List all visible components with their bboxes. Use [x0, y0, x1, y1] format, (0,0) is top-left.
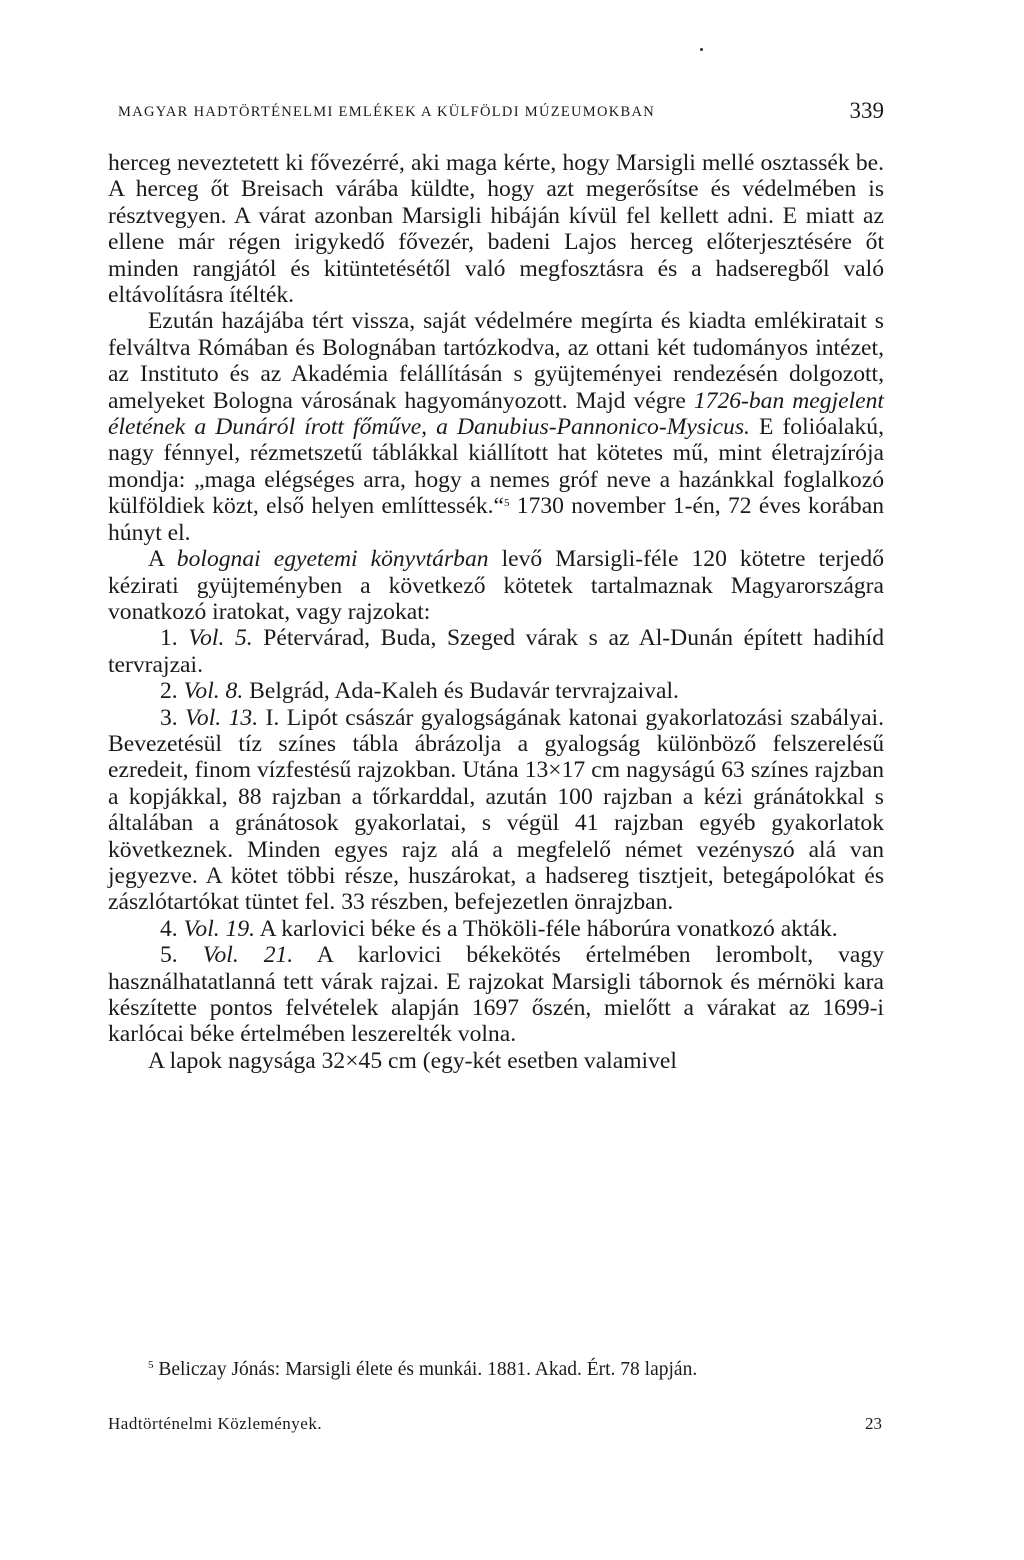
item-number: 2.	[160, 678, 178, 705]
list-item	[108, 705, 884, 916]
paragraph-2-part-c: 1730 november 1-én, 72 éves korában húnyt el.	[108, 493, 885, 546]
item-text: A karlovici békekötés értelmében lerombolt, vagy használhatatlanná tett várak rajzai. E rajzokat Marsigli tábornok és mérnöki kara készítette pontos felvételek alapján 1697 őszén, mielőtt a várakat az 1699-i karlócai béke értelmében leszerelték volna.	[108, 942, 884, 1048]
paragraph-1: herceg neveztetett ki fővezérré, aki maga kérte, hogy Marsigli mellé osztassék be. A herceg őt Breisach várába küldte, hogy azt megerősítse és védelmében is résztvegyen. A várat azonban Marsigli hibáján kívül fel kellett adni. E miatt az ellene már régen irigykedő fővezér, badeni Lajos herceg előterjesztésére őt minden rangjától és kitüntetésétől való megfosztásra és a hadseregből való eltávolításra ítélték.	[108, 150, 884, 309]
paragraph-2-part-b: E folióalakú, nagy fénnyel, rézmetszetű táblákkal kiállított hat kötetes mű, mint életrajzírója mondja: „maga elégséges arra, hogy a nemes gróf neve a hazánkkal foglalkozó külföldiek közt, első helyen említtessék.“	[108, 414, 884, 520]
signature-number: 23	[865, 1414, 882, 1433]
paragraph-3-italic: bolognai egyetemi könyvtárban	[176, 546, 489, 573]
paragraph-2-italic: 1726-ban megjelent életének a Dunáról írott főműve, a Danubius-Pannonico-Mysicus.	[108, 387, 884, 441]
item-text: Belgrád, Ada-Kaleh és Budavár tervrajzaival.	[243, 678, 679, 705]
page-footer	[108, 1414, 884, 1438]
footnote-marker: 5	[148, 1359, 154, 1371]
running-head: MAGYAR HADTÖRTÉNELMI EMLÉKEK A KÜLFÖLDI MÚZEUMOKBAN	[118, 104, 656, 120]
item-number: 1.	[160, 625, 178, 652]
item-text: A karlovici béke és a Thököli-féle háborúra vonatkozó akták.	[255, 915, 838, 942]
item-text: I. Lipót császár gyalogságának katonai gyakorlatozási szabályai. Bevezetésül tíz színes tábla ábrázolja a gyalogság különböző felszerelésű ezredeit, finom vízfestésű rajzokban. Utána 13×17 cm nagyságú 63 színes rajzban a kopjákkal, 88 rajzban a tőrkarddal, azután 100 rajzban a kézi gránátokkal s általában a gránátosok gyakorlatai, s végül 41 rajzban egyéb gyakorlatok következnek. Minden egyes rajz alá a megfelelő német vezényszó alá van jegyezve. A kötet többi része, huszárokat, a hadsereg tisztjeit, betegápolókat és zászlótartókat tüntet fel. 33 részben, befejezetlen önrajzban.	[108, 704, 884, 916]
footnote-text: Beliczay Jónás: Marsigli élete és munkái. 1881. Akad. Ért. 78 lapján.	[153, 1359, 698, 1380]
paragraph-3-part-a: A	[148, 546, 177, 573]
paragraph-4: A lapok nagysága 32×45 cm (egy-két esetben valamivel	[148, 1047, 677, 1074]
item-volume: Vol. 5.	[188, 625, 253, 652]
item-volume: Vol. 19.	[183, 915, 256, 942]
footnote-reference: 5	[504, 497, 510, 510]
item-number: 3.	[160, 704, 178, 731]
page-number: 339	[849, 98, 884, 123]
body-text	[108, 150, 884, 1074]
list-item	[108, 942, 884, 1048]
paragraph-2	[108, 308, 884, 546]
paragraph-3-part-b: levő Marsigli-féle 120 kötetre terjedő kézirati gyüjteményben a következő kötetek tartalmaznak Magyarországra vonatkozó iratokat, vagy rajzokat:	[108, 546, 884, 625]
journal-name: Hadtörténelmi Közlemények.	[108, 1414, 323, 1433]
print-speck	[700, 48, 703, 51]
paragraph-2-part-a: Ezután hazájába tért vissza, saját védelmére megírta és kiadta emlékiratait s felváltva Rómában és Bolognában tartózkodva, az ottani két tudományos intézet, az Instituto és az Akadémia felállításán s gyüjteményei rendezésén dolgozott, amelyeket Bologna városának hagyományozott. Majd végre	[108, 308, 884, 414]
footnote	[108, 1358, 884, 1382]
item-volume: Vol. 8.	[183, 678, 244, 705]
list-item	[108, 625, 884, 678]
page-header	[108, 98, 884, 130]
item-number: 5.	[160, 942, 178, 969]
list-item	[108, 678, 884, 704]
item-volume: Vol. 13.	[185, 704, 259, 731]
list-item	[108, 916, 884, 942]
item-volume: Vol. 21.	[202, 942, 294, 969]
item-number: 4.	[160, 915, 178, 942]
item-text: Pétervárad, Buda, Szeged várak s az Al-Dunán épített hadihíd tervrajzai.	[108, 625, 885, 678]
paragraph-3	[108, 546, 884, 625]
